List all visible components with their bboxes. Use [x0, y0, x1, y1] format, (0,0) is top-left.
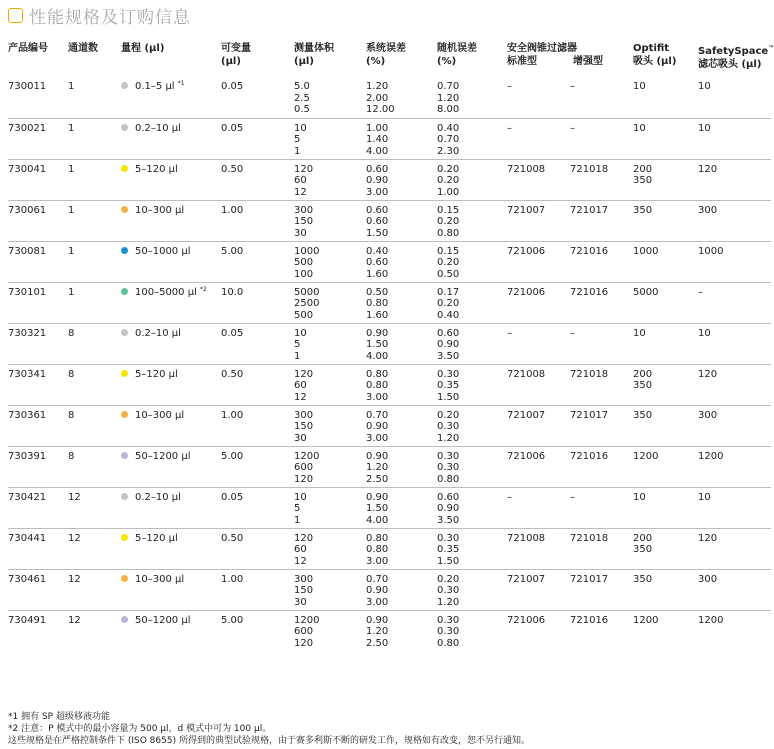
- cell-systematic-error: 0.70 0.90 3.00: [366, 573, 389, 608]
- table-row: [8, 282, 771, 323]
- cell-test-volume: 1200 600 120: [294, 614, 320, 649]
- cell-systematic-error: 0.90 1.50 4.00: [366, 491, 389, 526]
- cell-optifit: 200 350: [633, 163, 653, 186]
- cell-channels: 12: [68, 491, 81, 503]
- header-increment: 可变量 (µl): [221, 43, 251, 67]
- cell-optifit: 10: [633, 491, 646, 503]
- cell-random-error: 0.60 0.90 3.50: [437, 327, 460, 362]
- cell-increment: 0.05: [221, 491, 244, 503]
- cell-increment: 0.05: [221, 327, 244, 339]
- cell-range: 5–120 µl: [121, 364, 221, 405]
- cell-product-no: 730491: [8, 614, 47, 626]
- cell-test-volume: 5.0 2.5 0.5: [294, 81, 310, 115]
- footnote-2: *2 注意：P 模式中的最小容量为 500 µl，d 模式中可为 100 µl。: [8, 724, 272, 734]
- cell-increment: 5.00: [221, 245, 244, 257]
- cell-random-error: 0.15 0.20 0.80: [437, 204, 460, 239]
- cell-optifit: 200 350: [633, 368, 653, 391]
- table-row: [8, 405, 771, 446]
- header-optifit: Optifit 吸头 (µl): [633, 43, 677, 67]
- cell-filter-enhanced: 721016: [570, 286, 609, 298]
- header-range: 量程 (µl): [121, 43, 165, 54]
- cell-safetyspace: –: [698, 286, 703, 298]
- header-product-no: 产品编号: [8, 43, 48, 54]
- cell-product-no: 730361: [8, 409, 47, 421]
- range-color-dot-icon: [121, 616, 128, 623]
- cell-filter-enhanced: 721018: [570, 532, 609, 544]
- cell-safetyspace: 1200: [698, 450, 724, 462]
- cell-safetyspace: 10: [698, 327, 711, 339]
- cell-product-no: 730061: [8, 204, 47, 216]
- range-color-dot-icon: [121, 370, 128, 377]
- title-square-icon: [8, 8, 23, 23]
- cell-increment: 0.05: [221, 122, 244, 134]
- footnote-marker: *2: [200, 285, 207, 293]
- table-row: [8, 446, 771, 487]
- cell-channels: 1: [68, 204, 75, 216]
- cell-optifit: 200 350: [633, 532, 653, 555]
- cell-increment: 1.00: [221, 573, 244, 585]
- cell-increment: 0.05: [221, 81, 244, 92]
- cell-range: 10–300 µl: [121, 569, 221, 610]
- cell-filter-enhanced: 721018: [570, 163, 609, 175]
- cell-filter-standard: 721008: [507, 163, 546, 175]
- cell-safetyspace: 300: [698, 409, 718, 421]
- header-safetyspace: SafetySpace™ 滤芯吸头 (µl): [698, 45, 774, 70]
- cell-product-no: 730321: [8, 327, 47, 339]
- header-safety-cone-filter: 安全阀锥过滤器 标准型 增强型: [507, 43, 603, 67]
- cell-systematic-error: 0.80 0.80 3.00: [366, 532, 389, 567]
- cell-systematic-error: 1.20 2.00 12.00: [366, 81, 395, 115]
- cell-product-no: 730421: [8, 491, 47, 503]
- cell-range: 50–1000 µl: [121, 241, 221, 282]
- cell-random-error: 0.60 0.90 3.50: [437, 491, 460, 526]
- cell-systematic-error: 0.90 1.50 4.00: [366, 327, 389, 362]
- cell-optifit: 350: [633, 573, 653, 585]
- cell-product-no: 730461: [8, 573, 47, 585]
- cell-test-volume: 10 5 1: [294, 122, 307, 157]
- cell-optifit: 10: [633, 122, 646, 134]
- cell-systematic-error: 0.60 0.60 1.50: [366, 204, 389, 239]
- cell-channels: 8: [68, 450, 75, 462]
- cell-random-error: 0.20 0.30 1.20: [437, 573, 460, 608]
- cell-optifit: 1000: [633, 245, 659, 257]
- range-color-dot-icon: [121, 124, 128, 131]
- cell-systematic-error: 0.60 0.90 3.00: [366, 163, 389, 198]
- cell-optifit: 350: [633, 204, 653, 216]
- cell-channels: 12: [68, 614, 81, 626]
- cell-product-no: 730441: [8, 532, 47, 544]
- cell-range: 50–1200 µl: [121, 610, 221, 651]
- cell-increment: 1.00: [221, 409, 244, 421]
- header-test-volume: 测量体积 (µl): [294, 43, 334, 67]
- table-row: [8, 569, 771, 610]
- cell-product-no: 730081: [8, 245, 47, 257]
- table-row: [8, 323, 771, 364]
- cell-range: 5–120 µl: [121, 528, 221, 569]
- range-color-dot-icon: [121, 411, 128, 418]
- cell-filter-standard: 721008: [507, 368, 546, 380]
- cell-safetyspace: 10: [698, 491, 711, 503]
- table-row: [8, 528, 771, 569]
- cell-range: 5–120 µl: [121, 159, 221, 200]
- cell-filter-enhanced: 721016: [570, 614, 609, 626]
- footnote-marker: *1: [177, 80, 185, 87]
- cell-filter-enhanced: 721018: [570, 368, 609, 380]
- footnotes: [8, 711, 530, 747]
- table-row: [8, 610, 771, 651]
- table-row: [8, 364, 771, 405]
- cell-optifit: 350: [633, 409, 653, 421]
- cell-random-error: 0.30 0.35 1.50: [437, 532, 460, 567]
- cell-filter-standard: 721007: [507, 204, 546, 216]
- cell-increment: 5.00: [221, 450, 244, 462]
- cell-filter-enhanced: 721016: [570, 245, 609, 257]
- cell-channels: 12: [68, 532, 81, 544]
- cell-range: 0.2–10 µl: [121, 487, 221, 528]
- cell-channels: 1: [68, 245, 75, 257]
- cell-test-volume: 10 5 1: [294, 491, 307, 526]
- cell-range: 0.2–10 µl: [121, 323, 221, 364]
- range-color-dot-icon: [121, 452, 128, 459]
- cell-random-error: 0.20 0.30 1.20: [437, 409, 460, 444]
- cell-random-error: 0.70 1.20 8.00: [437, 81, 460, 115]
- range-color-dot-icon: [121, 493, 128, 500]
- cell-increment: 1.00: [221, 204, 244, 216]
- cell-test-volume: 1200 600 120: [294, 450, 320, 485]
- range-color-dot-icon: [121, 288, 128, 295]
- cell-filter-enhanced: 721017: [570, 204, 609, 216]
- cell-random-error: 0.30 0.30 0.80: [437, 450, 460, 485]
- cell-safetyspace: 10: [698, 122, 711, 134]
- cell-test-volume: 1000 500 100: [294, 245, 320, 280]
- cell-filter-enhanced: 721017: [570, 573, 609, 585]
- cell-test-volume: 300 150 30: [294, 573, 314, 608]
- cell-filter-standard: –: [507, 327, 512, 339]
- cell-filter-standard: 721007: [507, 409, 546, 421]
- range-color-dot-icon: [121, 247, 128, 254]
- cell-increment: 0.50: [221, 163, 244, 175]
- cell-filter-standard: 721006: [507, 286, 546, 298]
- cell-filter-enhanced: –: [570, 81, 575, 92]
- cell-safetyspace: 120: [698, 368, 718, 380]
- cell-channels: 1: [68, 122, 75, 134]
- cell-systematic-error: 0.70 0.90 3.00: [366, 409, 389, 444]
- cell-systematic-error: 1.00 1.40 4.00: [366, 122, 389, 157]
- cell-filter-standard: 721007: [507, 573, 546, 585]
- cell-range: 10–300 µl: [121, 200, 221, 241]
- cell-test-volume: 10 5 1: [294, 327, 307, 362]
- cell-safetyspace: 120: [698, 163, 718, 175]
- cell-filter-standard: –: [507, 491, 512, 503]
- header-channels: 通道数: [68, 43, 98, 54]
- cell-channels: 1: [68, 81, 75, 92]
- cell-range: 0.2–10 µl: [121, 118, 221, 159]
- cell-channels: 12: [68, 573, 81, 585]
- cell-random-error: 0.40 0.70 2.30: [437, 122, 460, 157]
- table-row: [8, 200, 771, 241]
- cell-safetyspace: 120: [698, 532, 718, 544]
- cell-test-volume: 300 150 30: [294, 409, 314, 444]
- cell-channels: 8: [68, 368, 75, 380]
- cell-filter-standard: 721006: [507, 614, 546, 626]
- cell-filter-enhanced: 721017: [570, 409, 609, 421]
- cell-random-error: 0.15 0.20 0.50: [437, 245, 460, 280]
- table-row: [8, 77, 771, 118]
- table-row: [8, 159, 771, 200]
- cell-filter-enhanced: –: [570, 122, 575, 134]
- cell-product-no: 730011: [8, 81, 47, 92]
- cell-systematic-error: 0.50 0.80 1.60: [366, 286, 389, 321]
- footnote-disclaimer: 这些规格是在严格控制条件下 (ISO 8655) 所得到的典型试验规格，由于赛多利斯不断的研发工作，规格如有改变，恕不另行通知。: [8, 736, 530, 746]
- cell-product-no: 730101: [8, 286, 47, 298]
- range-color-dot-icon: [121, 165, 128, 172]
- page-title: [8, 4, 191, 26]
- cell-test-volume: 120 60 12: [294, 163, 314, 198]
- cell-random-error: 0.30 0.30 0.80: [437, 614, 460, 649]
- cell-channels: 8: [68, 409, 75, 421]
- cell-safetyspace: 1200: [698, 614, 724, 626]
- cell-test-volume: 120 60 12: [294, 368, 314, 403]
- cell-optifit: 1200: [633, 614, 659, 626]
- cell-random-error: 0.17 0.20 0.40: [437, 286, 460, 321]
- table-row: [8, 118, 771, 159]
- footnote-1: *1 拥有 SP 超级移液功能: [8, 712, 110, 722]
- cell-filter-enhanced: 721016: [570, 450, 609, 462]
- spec-table: [8, 42, 774, 651]
- range-color-dot-icon: [121, 534, 128, 541]
- cell-increment: 5.00: [221, 614, 244, 626]
- cell-product-no: 730021: [8, 122, 47, 134]
- cell-increment: 10.0: [221, 286, 244, 298]
- cell-test-volume: 120 60 12: [294, 532, 314, 567]
- cell-optifit: 10: [633, 81, 646, 92]
- range-color-dot-icon: [121, 329, 128, 336]
- cell-range: 10–300 µl: [121, 405, 221, 446]
- cell-test-volume: 5000 2500 500: [294, 286, 320, 321]
- cell-range: 50–1200 µl: [121, 446, 221, 487]
- cell-filter-standard: –: [507, 122, 512, 134]
- cell-channels: 1: [68, 286, 75, 298]
- cell-increment: 0.50: [221, 368, 244, 380]
- cell-product-no: 730391: [8, 450, 47, 462]
- table-row: [8, 487, 771, 528]
- cell-optifit: 5000: [633, 286, 659, 298]
- cell-channels: 8: [68, 327, 75, 339]
- cell-channels: 1: [68, 163, 75, 175]
- cell-systematic-error: 0.80 0.80 3.00: [366, 368, 389, 403]
- cell-systematic-error: 0.90 1.20 2.50: [366, 450, 389, 485]
- cell-product-no: 730341: [8, 368, 47, 380]
- table-row: [8, 241, 771, 282]
- cell-range: 0.1–5 µl $^{*1}$: [121, 77, 221, 118]
- range-color-dot-icon: [121, 206, 128, 213]
- cell-filter-standard: –: [507, 81, 512, 92]
- cell-random-error: 0.20 0.20 1.00: [437, 163, 460, 198]
- cell-optifit: 10: [633, 327, 646, 339]
- cell-product-no: 730041: [8, 163, 47, 175]
- cell-random-error: 0.30 0.35 1.50: [437, 368, 460, 403]
- cell-optifit: 1200: [633, 450, 659, 462]
- cell-safetyspace: 300: [698, 204, 718, 216]
- cell-systematic-error: 0.90 1.20 2.50: [366, 614, 389, 649]
- cell-increment: 0.50: [221, 532, 244, 544]
- range-color-dot-icon: [121, 575, 128, 582]
- cell-safetyspace: 300: [698, 573, 718, 585]
- range-color-dot-icon: [121, 82, 128, 89]
- page-title-text: 性能规格及订购信息: [29, 7, 191, 28]
- cell-filter-standard: 721006: [507, 450, 546, 462]
- cell-filter-enhanced: –: [570, 327, 575, 339]
- cell-filter-standard: 721008: [507, 532, 546, 544]
- cell-range: 100–5000 µl $^{*2}$: [121, 282, 221, 323]
- cell-safetyspace: 1000: [698, 245, 724, 257]
- header-row: [8, 42, 771, 77]
- cell-filter-standard: 721006: [507, 245, 546, 257]
- cell-test-volume: 300 150 30: [294, 204, 314, 239]
- cell-systematic-error: 0.40 0.60 1.60: [366, 245, 389, 280]
- header-systematic-error: 系统误差 (%): [366, 43, 406, 67]
- cell-filter-enhanced: –: [570, 491, 575, 503]
- header-random-error: 随机误差 (%): [437, 43, 477, 67]
- cell-safetyspace: 10: [698, 81, 711, 92]
